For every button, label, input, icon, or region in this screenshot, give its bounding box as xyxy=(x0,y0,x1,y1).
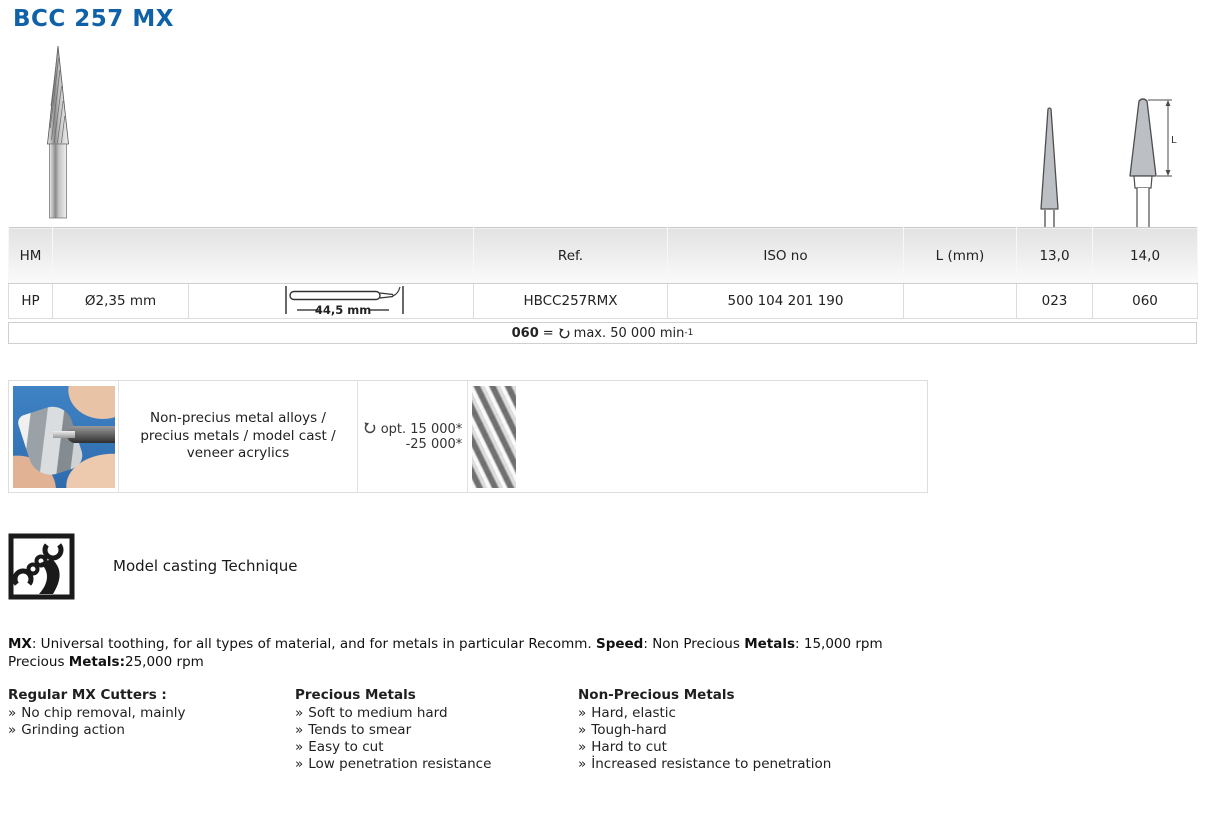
spec-data-row xyxy=(9,284,1198,319)
list-item xyxy=(8,705,295,722)
max-speed-exponent: -1 xyxy=(684,328,694,338)
cell-size-023: 023 xyxy=(1017,284,1093,319)
technique-label: Model casting Technique xyxy=(113,557,298,575)
bullet-glyph: » xyxy=(295,739,304,755)
list-item xyxy=(295,705,582,722)
rotation-speed-icon xyxy=(363,422,377,436)
spec-table xyxy=(8,227,1198,319)
cross-cut-texture-image xyxy=(472,386,516,488)
cell-ref: HBCC257RMX xyxy=(474,284,668,319)
bullet-glyph: » xyxy=(578,756,587,772)
list-item-text: Easy to cut xyxy=(308,739,384,755)
dimension-label: L xyxy=(1171,135,1177,146)
bullet-glyph: » xyxy=(578,739,587,755)
list-item-text: Hard to cut xyxy=(591,739,667,755)
column-regular-mx-cutters xyxy=(8,687,295,739)
note-text-1: : Universal toothing, for all types of material, and for metals in particular Recomm. xyxy=(31,636,596,652)
list-item-text: Low penetration resistance xyxy=(308,756,492,772)
list-item-text: Tough-hard xyxy=(591,722,667,738)
handpiece-bur xyxy=(53,431,75,438)
rotation-speed-icon xyxy=(558,328,571,341)
toothing-texture-cell xyxy=(468,381,927,492)
note-text-3: : 15,000 rpm Precious xyxy=(8,636,883,670)
bullet-glyph: » xyxy=(578,705,587,721)
shank-length-diagram xyxy=(283,285,433,317)
applications-panel xyxy=(8,380,928,493)
application-photo-cell xyxy=(9,381,119,492)
list-item xyxy=(578,705,865,722)
column-heading: Regular MX Cutters : xyxy=(8,687,167,703)
column-non-precious-metals xyxy=(578,687,865,773)
note-bold-metals-1: Metals xyxy=(744,636,796,652)
note-bold-metals-2: Metals: xyxy=(68,653,125,670)
bullet-glyph: » xyxy=(295,722,304,738)
list-item xyxy=(8,722,295,739)
cell-size-060: 060 xyxy=(1093,284,1198,319)
figure-outline-13-icon xyxy=(1032,106,1066,232)
size-code: 060 xyxy=(511,325,539,341)
cell-iso: 500 104 201 190 xyxy=(668,284,904,319)
list-item xyxy=(578,739,865,756)
list-item-text: No chip removal, mainly xyxy=(21,705,186,721)
list-item xyxy=(295,722,582,739)
note-text-4: 25,000 rpm xyxy=(125,653,204,670)
header-fig-14: 14,0 xyxy=(1093,228,1198,284)
note-bold-speed: Speed xyxy=(595,636,644,652)
cell-shank-diagram xyxy=(189,284,474,319)
optimal-speed-cell xyxy=(358,381,468,492)
optimal-speed-line2: -25 000* xyxy=(405,436,463,452)
header-fig-13: 13,0 xyxy=(1017,228,1093,284)
column-heading: Precious Metals xyxy=(295,687,416,703)
header-iso: ISO no xyxy=(668,228,904,284)
bullet-glyph: » xyxy=(295,705,304,721)
note-text-2: : Non Precious xyxy=(643,636,745,652)
header-spacer xyxy=(53,228,474,284)
model-casting-icon xyxy=(8,533,75,600)
header-ref: Ref. xyxy=(474,228,668,284)
figure-outline-14-icon xyxy=(1108,96,1180,232)
bur-photo-illustration xyxy=(45,44,71,222)
application-materials: Non-precius metal alloys / precius metals / model cast / veneer acrylics xyxy=(119,381,358,492)
list-item-text: Soft to medium hard xyxy=(308,705,448,721)
page-title: BCC 257 MX xyxy=(13,6,174,32)
max-speed-row xyxy=(8,322,1197,344)
bullet-glyph: » xyxy=(578,722,587,738)
list-item-text: Tends to smear xyxy=(308,722,412,738)
cell-diameter: Ø2,35 mm xyxy=(53,284,189,319)
bullet-glyph: » xyxy=(8,705,17,721)
list-item xyxy=(578,722,865,739)
header-length: L (mm) xyxy=(904,228,1017,284)
list-item-text: Hard, elastic xyxy=(591,705,676,721)
spec-header-row xyxy=(9,228,1198,284)
bullet-glyph: » xyxy=(295,756,304,772)
list-item xyxy=(578,756,865,773)
cell-length-empty xyxy=(904,284,1017,319)
list-item xyxy=(295,756,582,773)
speed-recommendation xyxy=(8,636,936,672)
cell-shank-type: HP xyxy=(9,284,53,319)
column-heading: Non-Precious Metals xyxy=(578,687,735,703)
bullet-glyph: » xyxy=(8,722,17,738)
list-item-text: İncreased resistance to penetration xyxy=(591,756,832,772)
max-speed-text: max. 50 000 min xyxy=(573,325,685,341)
application-photo xyxy=(13,386,115,488)
shank-length-value: 44,5 mm xyxy=(314,303,372,317)
list-item xyxy=(295,739,582,756)
column-precious-metals xyxy=(295,687,582,773)
list-item-text: Grinding action xyxy=(21,722,125,738)
equals-sign: = xyxy=(542,325,554,341)
optimal-speed-line1: opt. 15 000* xyxy=(380,421,463,437)
note-bold-mx: MX xyxy=(8,636,32,652)
header-material: HM xyxy=(9,228,53,284)
